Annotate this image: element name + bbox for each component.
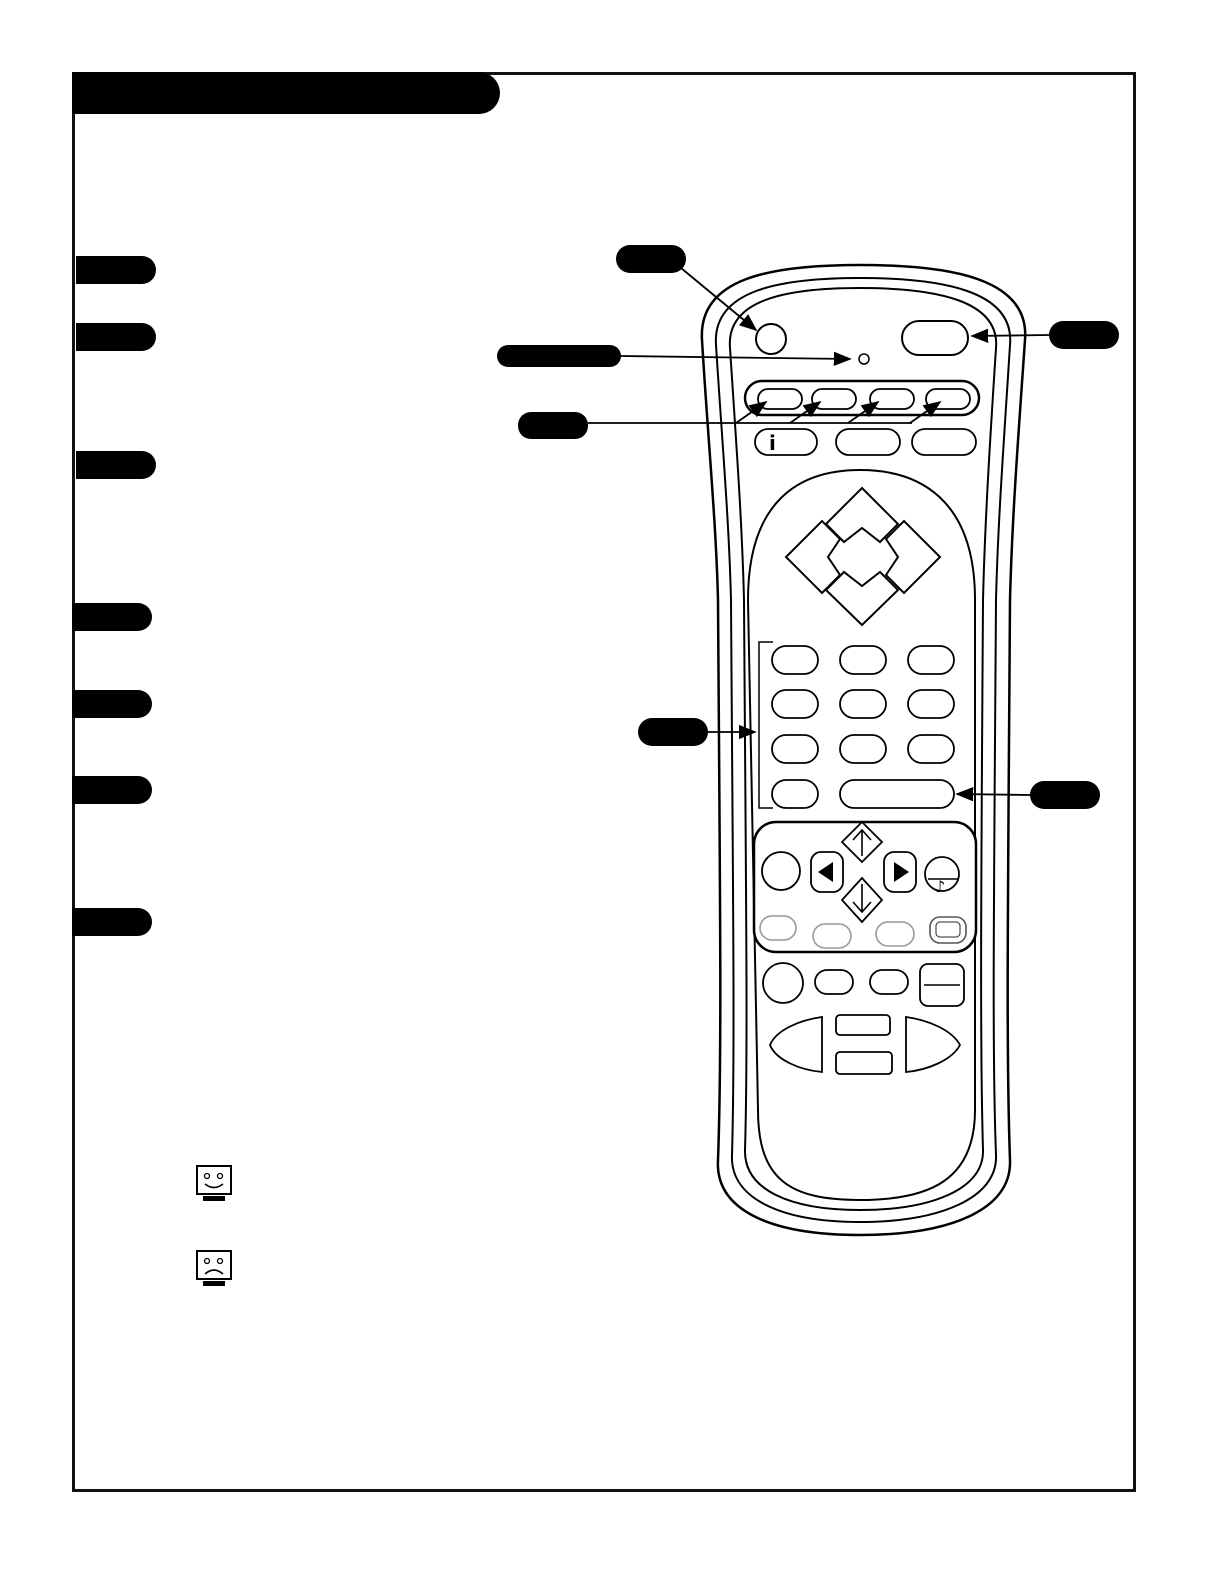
indicator-light <box>859 354 869 364</box>
left-wedge-button <box>770 1017 822 1072</box>
callout-power <box>616 245 686 273</box>
center-top-button <box>836 1015 890 1035</box>
grey-button-3 <box>876 922 914 946</box>
lower-round-button <box>763 963 803 1003</box>
callout-enter <box>1030 781 1100 809</box>
music-note-icon: ♪ <box>935 877 946 896</box>
info-icon: i <box>769 431 776 455</box>
mode-button-3 <box>870 389 914 409</box>
lower-button-2 <box>815 970 853 994</box>
lower-button-3 <box>870 970 908 994</box>
mode-button-1 <box>758 389 802 409</box>
row-button-2 <box>836 429 900 455</box>
grey-button-1 <box>760 916 796 940</box>
mode-button-2 <box>812 389 856 409</box>
number-keypad <box>772 646 954 808</box>
nav-left-round-button <box>762 852 800 890</box>
diamond-pad <box>786 488 940 625</box>
grey-button-2 <box>813 924 851 948</box>
keypad-bracket <box>759 642 773 808</box>
info-button <box>755 429 817 455</box>
callout-mode <box>518 412 588 439</box>
top-right-button <box>902 321 968 355</box>
callout-numbers <box>638 718 708 746</box>
right-wedge-button <box>906 1017 960 1072</box>
power-button <box>756 324 786 354</box>
callout-top-right <box>1049 321 1119 349</box>
row-button-3 <box>912 429 976 455</box>
mode-button-4 <box>926 389 970 409</box>
center-bottom-button <box>836 1052 892 1074</box>
callout-indicator <box>497 345 621 367</box>
